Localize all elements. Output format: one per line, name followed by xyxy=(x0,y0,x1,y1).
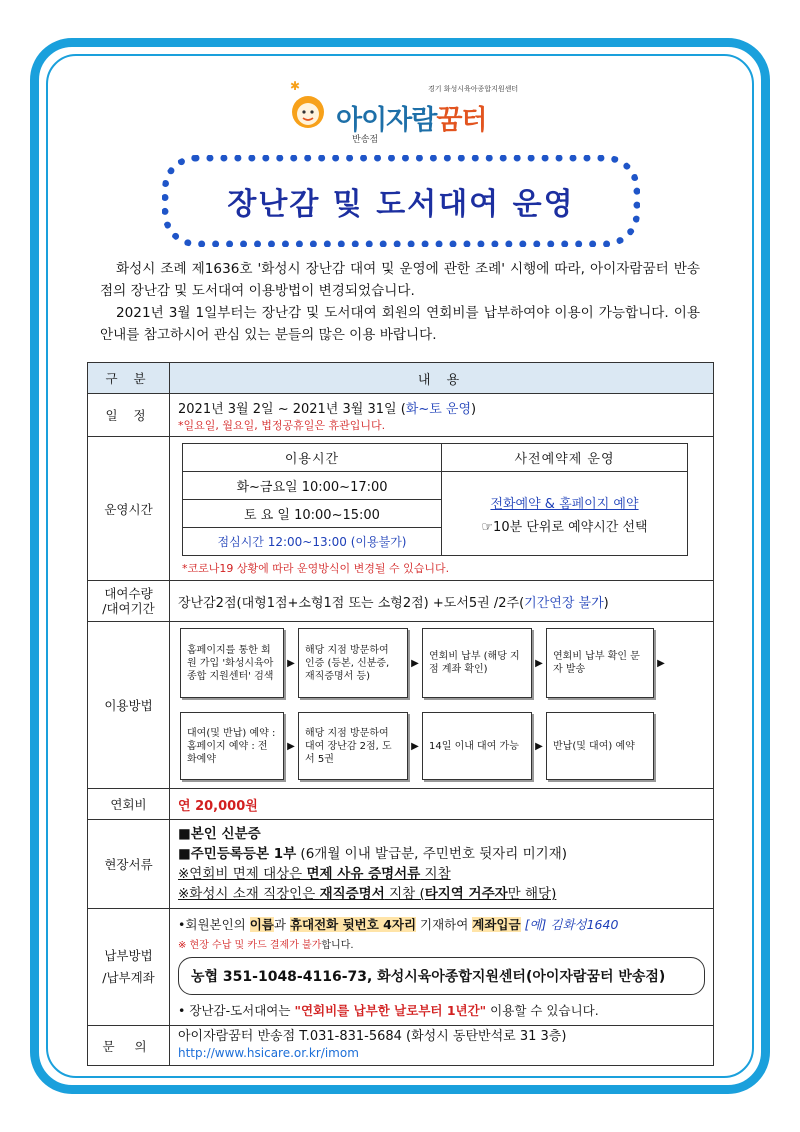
contact-label: 문 의 xyxy=(88,1026,170,1066)
arrow-icon: ▶ xyxy=(411,740,419,752)
payment-label: 납부방법 /납부계좌 xyxy=(88,909,170,1026)
hours-col-time: 이용시간 xyxy=(183,444,442,472)
logo-org: 경기 화성시육아종합지원센터 xyxy=(428,85,519,93)
flow-step: 14일 이내 대여 가능 xyxy=(422,712,532,780)
title-box xyxy=(162,155,640,247)
child-face-icon xyxy=(286,80,334,132)
logo xyxy=(286,78,526,148)
intro-paragraph-1: 화성시 조례 제1636호 '화성시 장난감 대여 및 운영에 관한 조례' 시행에 따라, 아이자람꿈터 반송점의 장난감 및 도서대여 이용방법이 변경되었습니다. xyxy=(100,261,700,299)
method-label: 이용방법 xyxy=(88,622,170,789)
reserve-cell xyxy=(442,472,688,556)
flow-step: 연회비 납부 확인 문자 발송 xyxy=(546,628,654,698)
header-content: 내 용 xyxy=(170,363,714,394)
hours-label: 운영시간 xyxy=(88,437,170,581)
flow-rental xyxy=(180,712,709,780)
period-label: 일 정 xyxy=(88,394,170,437)
header-category: 구 분 xyxy=(88,363,170,394)
account-box: 농협 351-1048-4116-73, 화성시육아종합지원센터(아이자람꿈터 반송점) xyxy=(178,957,705,995)
intro xyxy=(100,258,700,346)
page-title: 장난감 및 도서대여 운영 xyxy=(227,187,575,222)
period-content: 2021년 3월 2일 ~ 2021년 3월 31일 (화~토 운영) *일요일, 월요일, 법정공휴일은 휴관입니다. xyxy=(170,394,714,437)
hours-lunch: 점심시간 12:00~13:00 (이용불가) xyxy=(183,528,442,556)
docs-content: ■본인 신분증 ■주민등록등본 1부 (6개월 이내 발급분, 주민번호 뒷자리 미기재) ※연회비 면제 대상은 면제 사유 증명서류 지참 ※화성시 소재 직장인은 재직증명서 지참 (타지역 거주자만 해당) xyxy=(170,820,714,909)
method-content xyxy=(170,622,714,789)
logo-name: 아이자람꿈터 xyxy=(336,105,487,136)
docs-label: 현장서류 xyxy=(88,820,170,909)
svg-text:✱: ✱ xyxy=(290,80,301,93)
hours-saturday: 토 요 일 10:00~15:00 xyxy=(183,500,442,528)
flow-step: 해당 지점 방문하여 인증 (등본, 신분증, 재직증명서 등) xyxy=(298,628,408,698)
contact-content xyxy=(170,1026,714,1066)
arrow-icon: ▶ xyxy=(287,740,295,752)
arrow-icon: ▶ xyxy=(657,657,665,669)
arrow-icon: ▶ xyxy=(411,657,419,669)
contact-text: 아이자람꿈터 반송점 T.031-831-5684 (화성시 동탄반석로 31 3층) xyxy=(178,1029,567,1044)
payment-content: •회원본인의 이름과 휴대전화 뒷번호 4자리 기재하여 계좌입금 [예] 김화성1640 ※ 현장 수납 및 카드 결제가 불가합니다. 농협 351-1048-4116-73, 화성시육아종합지원센터(아이자람꿈터 반송점) • 장난감-도서대여는 "연회비를 납부한 날로부터 1년간" 이용할 수 있습니다. xyxy=(170,909,714,1026)
row-method xyxy=(88,622,714,789)
flow-step: 해당 지점 방문하여 대여 장난감 2점, 도서 5권 xyxy=(298,712,408,780)
info-table xyxy=(87,362,714,1066)
flow-step: 연회비 납부 (해당 지점 계좌 확인) xyxy=(422,628,532,698)
row-rental xyxy=(88,581,714,622)
arrow-icon: ▶ xyxy=(535,657,543,669)
fee-value: 연 20,000원 xyxy=(170,789,714,820)
flow-step: 대여(및 반납) 예약 : 홈페이지 예약 : 전화예약 xyxy=(180,712,284,780)
period-note: *일요일, 월요일, 법정공휴일은 휴관입니다. xyxy=(178,418,386,432)
website-link[interactable]: http://www.hsicare.or.kr/imom xyxy=(178,1046,359,1060)
row-hours xyxy=(88,437,714,581)
row-payment xyxy=(88,909,714,1026)
row-docs xyxy=(88,820,714,909)
arrow-icon: ▶ xyxy=(535,740,543,752)
row-period xyxy=(88,394,714,437)
row-fee xyxy=(88,789,714,820)
intro-paragraph-2: 2021년 3월 1일부터는 장난감 및 도서대여 회원의 연회비를 납부하여야 이용이 가능합니다. 이용안내를 참고하시어 관심 있는 분들의 많은 이용 바랍니다. xyxy=(100,305,700,343)
hours-table xyxy=(182,443,688,556)
table-header xyxy=(88,363,714,394)
flow-signup xyxy=(180,628,709,698)
rental-content: 장난감2점(대형1점+소형1점 또는 소형2점) +도서5권 /2주(기간연장 불가) xyxy=(170,581,714,622)
flow-step: 반납(및 대여) 예약 xyxy=(546,712,654,780)
logo-branch: 반송점 xyxy=(352,135,379,145)
rental-label: 대여수량 /대여기간 xyxy=(88,581,170,622)
flow-step: 홈페이지를 통한 회원 가입 '화성시육아종합 지원센터' 검색 xyxy=(180,628,284,698)
hours-content xyxy=(170,437,714,581)
hours-col-reserve: 사전예약제 운영 xyxy=(442,444,688,472)
fee-label: 연회비 xyxy=(88,789,170,820)
hours-weekday: 화~금요일 10:00~17:00 xyxy=(183,472,442,500)
reserve-method: 전화예약 & 홈페이지 예약 xyxy=(490,496,639,512)
arrow-icon: ▶ xyxy=(287,657,295,669)
reserve-note: ☞10분 단위로 예약시간 선택 xyxy=(481,519,648,535)
hours-note: *코로나19 상황에 따라 운영방식이 변경될 수 있습니다. xyxy=(182,562,450,575)
row-contact xyxy=(88,1026,714,1066)
